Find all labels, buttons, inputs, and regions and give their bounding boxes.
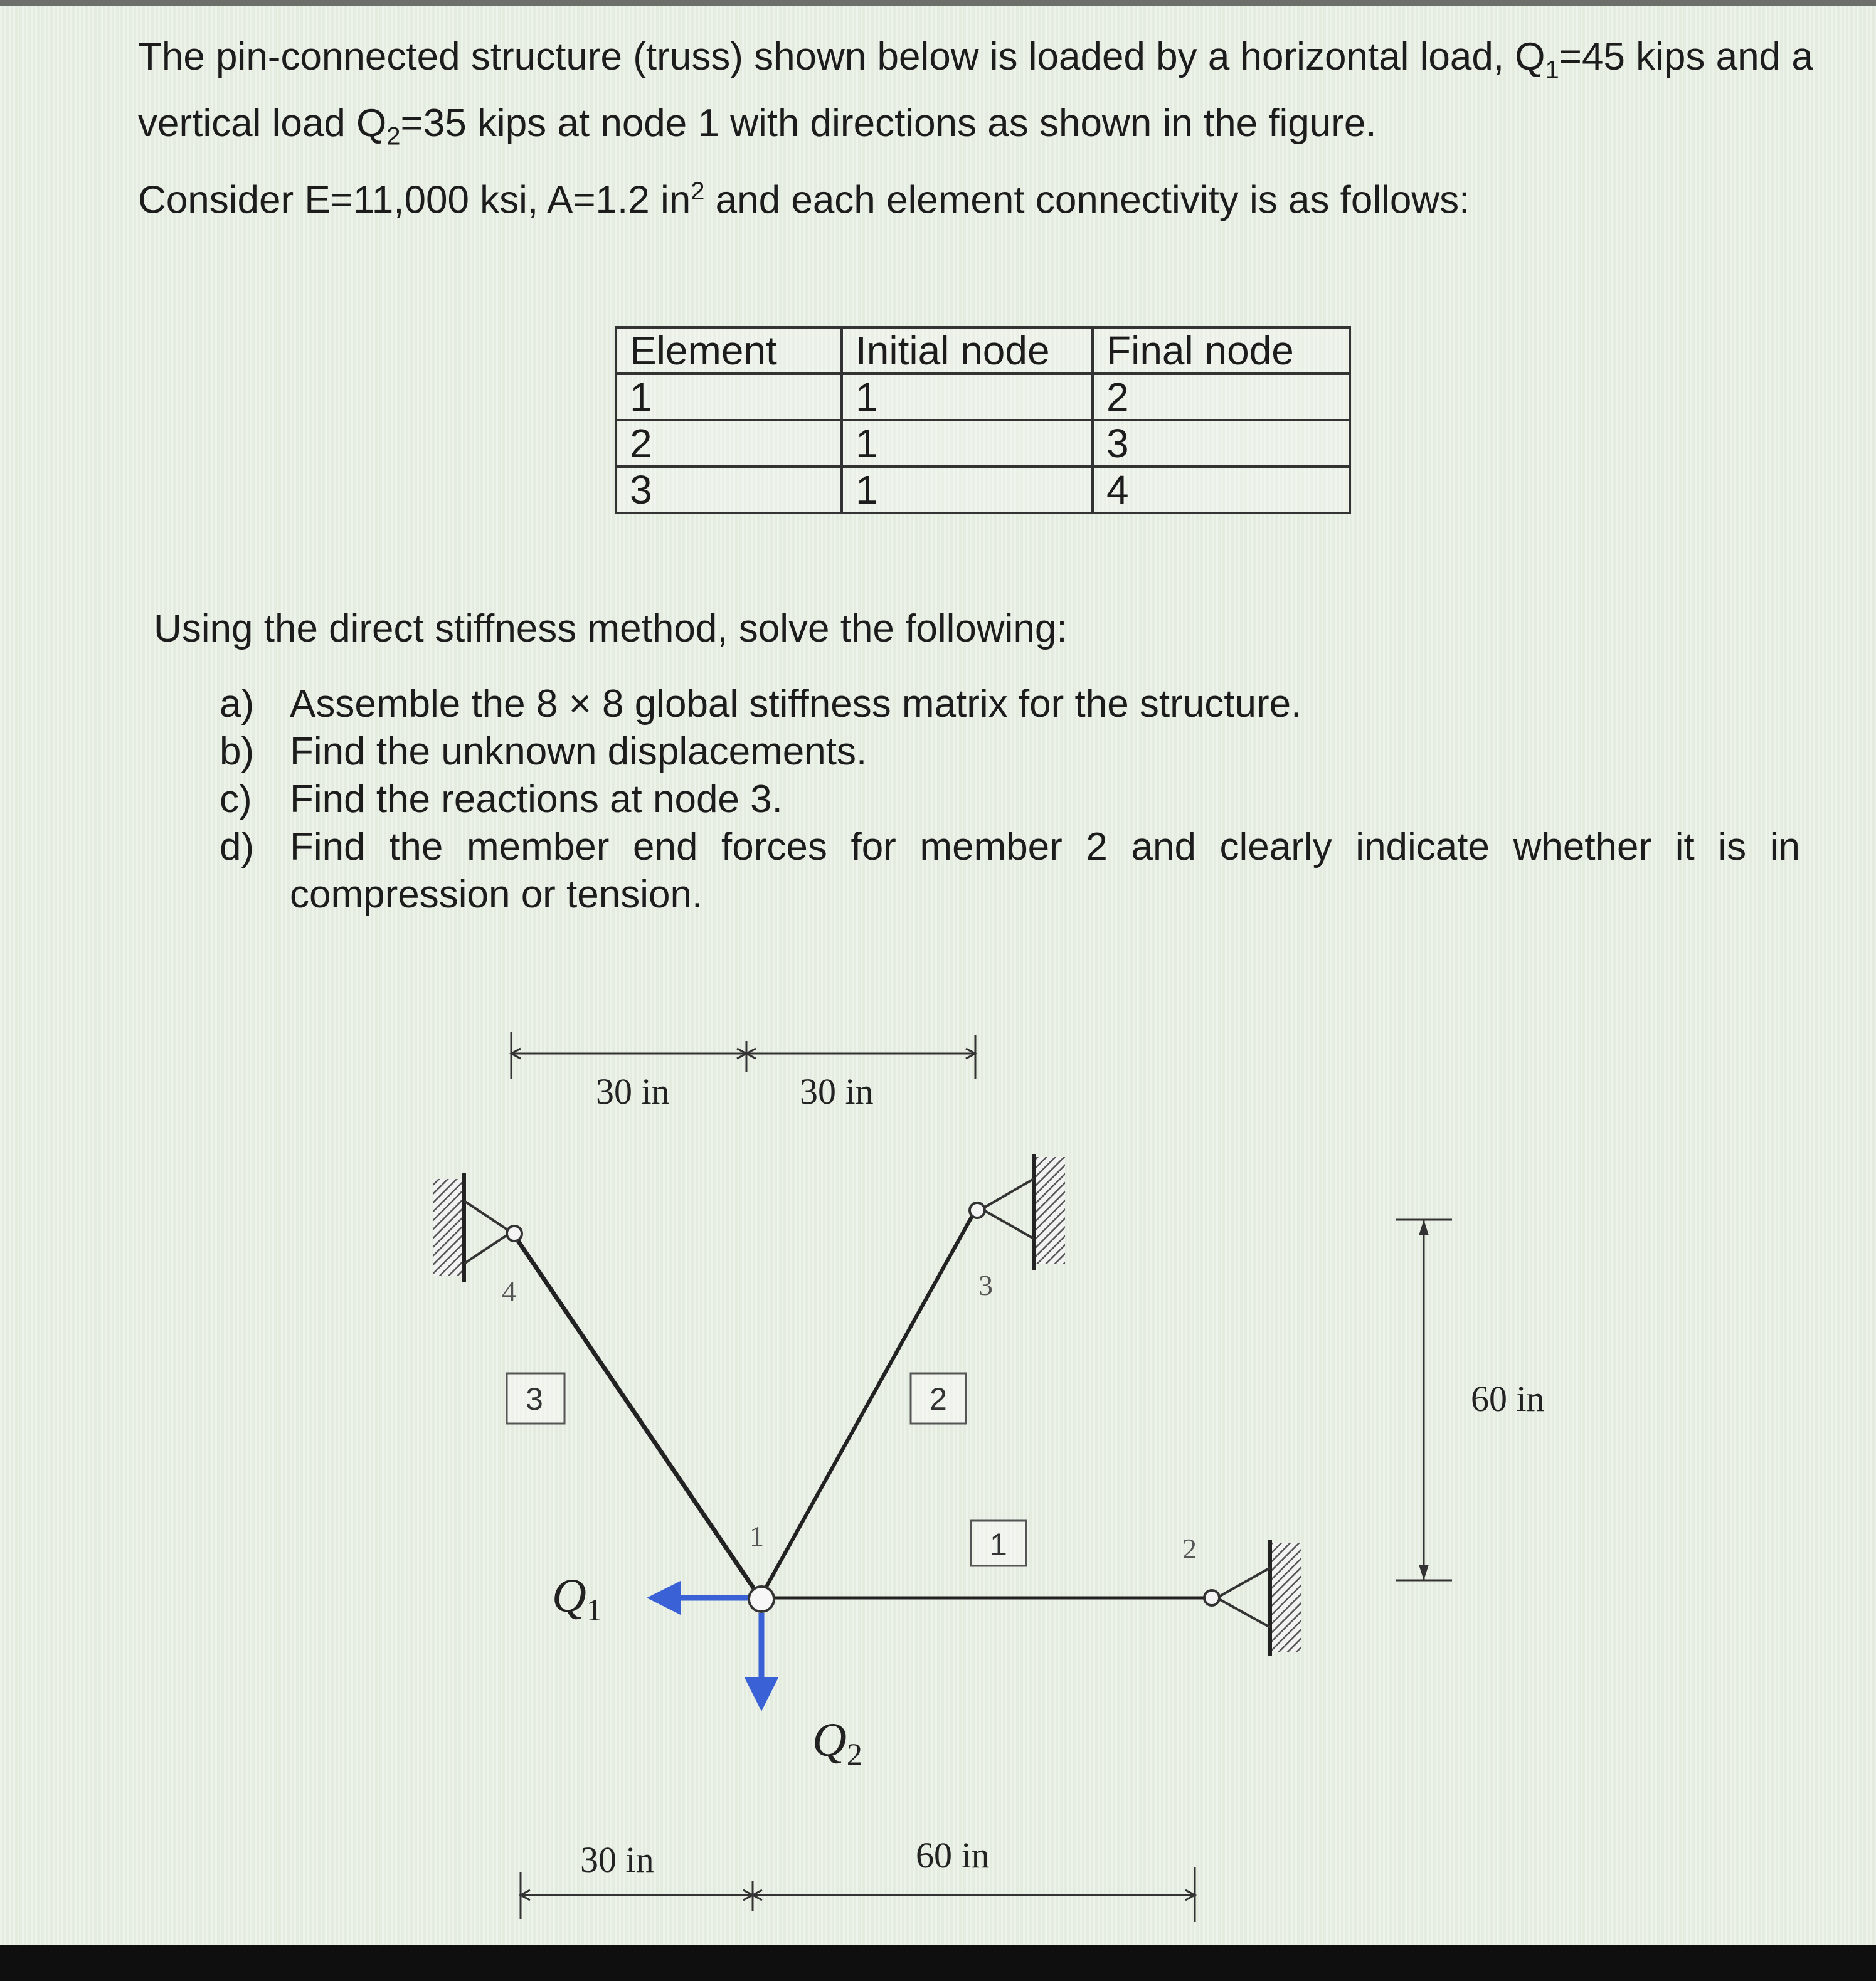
problem-statement: The pin-connected structure (truss) shown below is loaded by a horizontal load, $Q_1=45$ kips and a vertical load $Q_2=35$ kips at node 1 with directions as shown in the figure. bbox=[138, 35, 1813, 151]
table-cell: 1 bbox=[616, 374, 842, 420]
dimension-label: 30 in bbox=[580, 1839, 654, 1880]
member-label-3 bbox=[507, 1373, 564, 1424]
task-list bbox=[220, 680, 1800, 919]
task-item bbox=[220, 728, 1800, 776]
svg-text:1: 1 bbox=[990, 1527, 1007, 1562]
top-border bbox=[0, 0, 1876, 6]
table-cell: 1 bbox=[842, 374, 1093, 420]
dimension-label: 30 in bbox=[596, 1071, 670, 1112]
bottom-border bbox=[0, 1945, 1876, 1981]
right-dimension bbox=[1396, 1220, 1545, 1580]
node-label-4: 4 bbox=[502, 1276, 516, 1307]
task-text: Find the reactions at node 3. bbox=[290, 778, 783, 821]
top-dimension bbox=[511, 1032, 975, 1112]
task-text: Find the member end forces for member 2 and clearly indicate whether it is in compression or tension. bbox=[290, 825, 1800, 916]
bottom-dimension bbox=[521, 1835, 1195, 1922]
table-cell: 4 bbox=[1093, 467, 1350, 513]
table-cell: 2 bbox=[616, 420, 842, 467]
support-node-3 bbox=[970, 1154, 1065, 1270]
task-item bbox=[220, 680, 1800, 728]
table-row bbox=[616, 420, 1350, 467]
method-instruction: Using the direct stiffness method, solve the following: bbox=[154, 607, 1068, 650]
pin-triangle bbox=[982, 1179, 1034, 1239]
pin-node bbox=[1204, 1590, 1219, 1605]
task-item bbox=[220, 823, 1800, 919]
node-label-3: 3 bbox=[978, 1269, 993, 1301]
pin-node bbox=[507, 1226, 522, 1241]
table-cell: 3 bbox=[1093, 420, 1350, 467]
node-label-1: 1 bbox=[750, 1520, 764, 1552]
load-label-q2: Q2 bbox=[812, 1714, 862, 1772]
task-label: c) bbox=[220, 778, 252, 821]
connectivity-table bbox=[615, 326, 1351, 514]
pin-triangle bbox=[464, 1201, 511, 1264]
material-properties: Consider E=11,000 ksi, A=1.2 $in^2$ and each element connectivity is as follows: bbox=[138, 177, 1470, 222]
truss-figure bbox=[0, 978, 1876, 1944]
dimension-label: 30 in bbox=[800, 1071, 874, 1112]
support-node-4 bbox=[433, 1173, 522, 1282]
svg-text:2: 2 bbox=[930, 1381, 947, 1417]
table-header: Initial node bbox=[842, 327, 1093, 374]
table-cell: 1 bbox=[842, 420, 1093, 467]
task-label: a) bbox=[220, 682, 255, 726]
member-label-1 bbox=[971, 1521, 1026, 1566]
table-cell: 3 bbox=[616, 467, 842, 513]
support-node-2 bbox=[1204, 1540, 1301, 1656]
free-node-1 bbox=[749, 1587, 774, 1612]
table-cell: 1 bbox=[842, 467, 1093, 513]
pin-triangle bbox=[1217, 1568, 1270, 1627]
node-label-2: 2 bbox=[1182, 1533, 1197, 1565]
dimension-label: 60 in bbox=[916, 1835, 990, 1876]
table-row bbox=[616, 467, 1350, 513]
task-label: d) bbox=[220, 825, 255, 869]
pin-node bbox=[970, 1203, 985, 1218]
task-item bbox=[220, 776, 1800, 823]
dimension-label: 60 in bbox=[1471, 1378, 1545, 1419]
task-text: Assemble the 8 × 8 global stiffness matrix for the structure. bbox=[290, 682, 1302, 726]
task-label: b) bbox=[220, 730, 255, 773]
wall-hatch bbox=[1034, 1157, 1065, 1264]
wall-hatch bbox=[433, 1179, 464, 1276]
table-header: Final node bbox=[1093, 327, 1350, 374]
table-row bbox=[616, 374, 1350, 420]
table-header-row bbox=[616, 327, 1350, 374]
member-label-2 bbox=[911, 1373, 966, 1424]
table-header: Element bbox=[616, 327, 842, 374]
wall-hatch bbox=[1270, 1543, 1301, 1652]
svg-text:3: 3 bbox=[526, 1381, 543, 1417]
task-text: Find the unknown displacements. bbox=[290, 730, 867, 773]
load-label-q1: Q1 bbox=[552, 1570, 602, 1627]
table-cell: 2 bbox=[1093, 374, 1350, 420]
